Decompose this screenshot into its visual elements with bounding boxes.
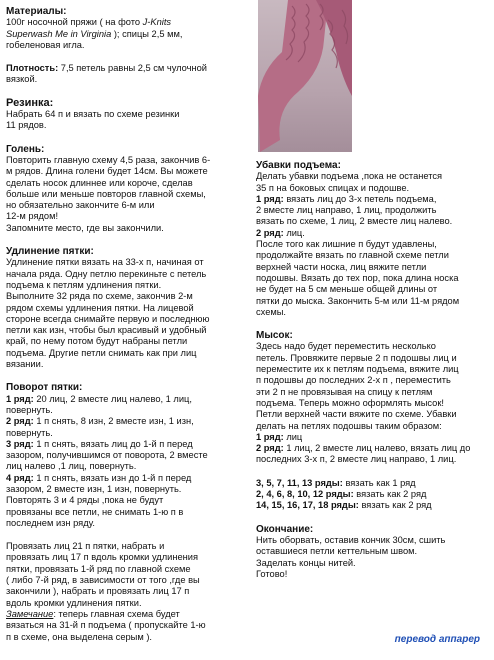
toe-rows-c	[256, 500, 490, 511]
materials-title: Материалы:	[6, 6, 67, 17]
materials-line-2b: ); спицы 2,5 мм,	[111, 28, 183, 39]
rib-text: Набрать 64 п и вязать по схеме резинки 11 рядов.	[6, 109, 180, 131]
materials-line-3: гобеленовая игла.	[6, 39, 85, 50]
row-label: 1 ряд:	[256, 193, 284, 204]
row-text: лиц. После того как лишние п будут удавлены, продолжайте вязать по главной схеме петли верхней части носка, лиц вяжите петли подошвы. Вязать до тех пор, пока длина носка не будет на 5 см меньше общей длины от пятки до мыска. Закончить 5-м или 11-м рядом схемы.	[256, 227, 460, 317]
toe-row-2	[256, 443, 490, 466]
toe-rows-b	[256, 489, 490, 500]
leg-title: Голень:	[6, 143, 45, 155]
rib-title: Резинка:	[6, 96, 54, 109]
density-line-2: вязкой.	[6, 74, 38, 85]
materials-line-1a: 100г носочной пряжи ( на фото	[6, 17, 143, 28]
row-label: 2 ряд:	[6, 416, 34, 427]
toe-row-1	[256, 432, 490, 443]
density-text	[6, 63, 254, 86]
right-column	[256, 160, 490, 580]
density-label: Плотность:	[6, 63, 59, 74]
row-text: 1 лиц, 2 вместе лиц налево, вязать лиц до последних 3-х п, 2 вместе лиц направо, 1 лиц.	[256, 443, 471, 465]
left-column	[6, 0, 254, 643]
gusset-row-2	[256, 228, 490, 318]
note-body: : теперь главная схема будет вязаться на 31-й п подъема ( пропускайте 1-ю п в схеме, она выделена серым ).	[6, 608, 206, 642]
heelturn-row-3	[6, 439, 254, 473]
finish-title: Окончание:	[256, 523, 314, 535]
gusset-intro: Делать убавки подъема ,пока не останется 35 п на боковых спицах и подошве.	[256, 171, 443, 193]
row-label: 3 ряд:	[6, 438, 34, 449]
translation-credit: перевод аппарер	[394, 634, 480, 645]
density-line-1: 7,5 петель равны 2,5 см чулочной	[58, 63, 207, 74]
sock-photo	[258, 0, 352, 152]
rows-label: 14, 15, 16, 17, 18 ряды:	[256, 500, 359, 511]
row-text: 1 п снять, вязать изн до 1-й п перед зазором, 2 вместе изн, 1 изн, повернуть. Повторять 3 и 4 ряды ,пока не будут провязаны все петли, не снимать 1-ю п в последнем изн ряду.	[6, 472, 192, 528]
row-label: 2 ряд:	[256, 443, 284, 454]
gusset-row-1	[256, 194, 490, 228]
gusset-title: Убавки подъема:	[256, 160, 341, 171]
rows-text: вязать как 2 ряд	[353, 489, 427, 500]
rows-text: вязать как 1 ряд	[342, 477, 416, 488]
toe-title: Мысок:	[256, 330, 293, 342]
heelturn-title: Поворот пятки:	[6, 382, 83, 394]
rows-label: 2, 4, 6, 8, 10, 12 ряды:	[256, 489, 354, 500]
materials-text	[6, 17, 254, 51]
row-label: 4 ряд:	[6, 472, 34, 483]
row-label: 1 ряд:	[256, 431, 284, 442]
heelflap-title: Удлинение пятки:	[6, 246, 94, 258]
heelturn-row-1	[6, 394, 254, 417]
heelturn-row-2	[6, 416, 254, 439]
leg-text: Повторить главную схему 4,5 раза, закончив 6- м рядов. Длина голени будет 14см. Вы можете сделать носок длиннее или короче, сделав больше или меньше повторов главной схемы, но обязательно закончите 6-м или 12-м рядом! Запомните место, где вы закончили.	[6, 154, 211, 233]
toe-text: Здесь надо будет переместить несколько петель. Провяжите первые 2 п подошвы лиц и переместите их к петлям подъема, вяжите лиц п подошвы до последних 2-х п , переместить эти 2 п не провязывая на спицу к петлям подъема. Теперь можно оформлять мысок! Петли верхней части вяжите по схеме. Убавки делать на петлях подошвы таким образом:	[256, 341, 459, 431]
finish-text: Нить оборвать, оставив кончик 30см, сшить оставшиеся петли кеттельным швом. Заделать концы нитей. Готово!	[256, 534, 446, 579]
row-label: 2 ряд:	[256, 227, 284, 238]
row-text: 1 п снять, вязать лиц до 1-й п перед зазором, получившимся от поворота, 2 вместе лиц налево ,1 лиц, повернуть.	[6, 438, 208, 472]
materials-brand: J-Knits	[142, 17, 172, 28]
sock-illustration	[258, 0, 352, 152]
pickup-text: Провязать лиц 21 п пятки, набрать и провязать лиц 17 п вдоль кромки удлинения пятки, провязать 1-й ряд по главной схеме ( либо 7-й ряд, в зависимости от того ,где вы закончили ), набрать и провязать лиц 17 п вдоль кромки удлинения пятки.	[6, 541, 200, 608]
heelflap-text: Удлинение пятки вязать на 33-х п, начиная от начала ряда. Одну петлю перекиньте с петель подъема к петлям удлинения пятки. Выполните 32 ряда по схеме, закончив 2-м рядом схемы удлинения пятки. На лицевой стороне всегда снимайте первую и последнюю петли как изн, чтобы был красивый и удобный край, по нему потом будут набраны петли подъема. Другие петли снимать как при лиц вязании.	[6, 257, 210, 370]
row-text: лиц	[283, 431, 303, 442]
row-text: 20 лиц, 2 вместе лиц налево, 1 лиц, повернуть.	[6, 393, 192, 415]
row-text: 1 п снять, 8 изн, 2 вместе изн, 1 изн, повернуть.	[6, 416, 194, 438]
toe-rows-a	[256, 478, 490, 489]
note-text	[6, 609, 254, 643]
rows-text: вязать как 2 ряд	[358, 500, 432, 511]
note-label: Замечание	[6, 608, 54, 619]
row-text: вязать лиц до 3-х петель подъема, 2 вместе лиц направо, 1 лиц, продолжить вязать по схеме, 1 лиц, 2 вместе лиц налево.	[256, 193, 453, 227]
row-label: 1 ряд:	[6, 393, 34, 404]
rows-label: 3, 5, 7, 11, 13 ряды:	[256, 477, 343, 488]
heelturn-row-4	[6, 473, 254, 529]
materials-yarn-name: Superwash Me in Virginia	[6, 28, 112, 39]
